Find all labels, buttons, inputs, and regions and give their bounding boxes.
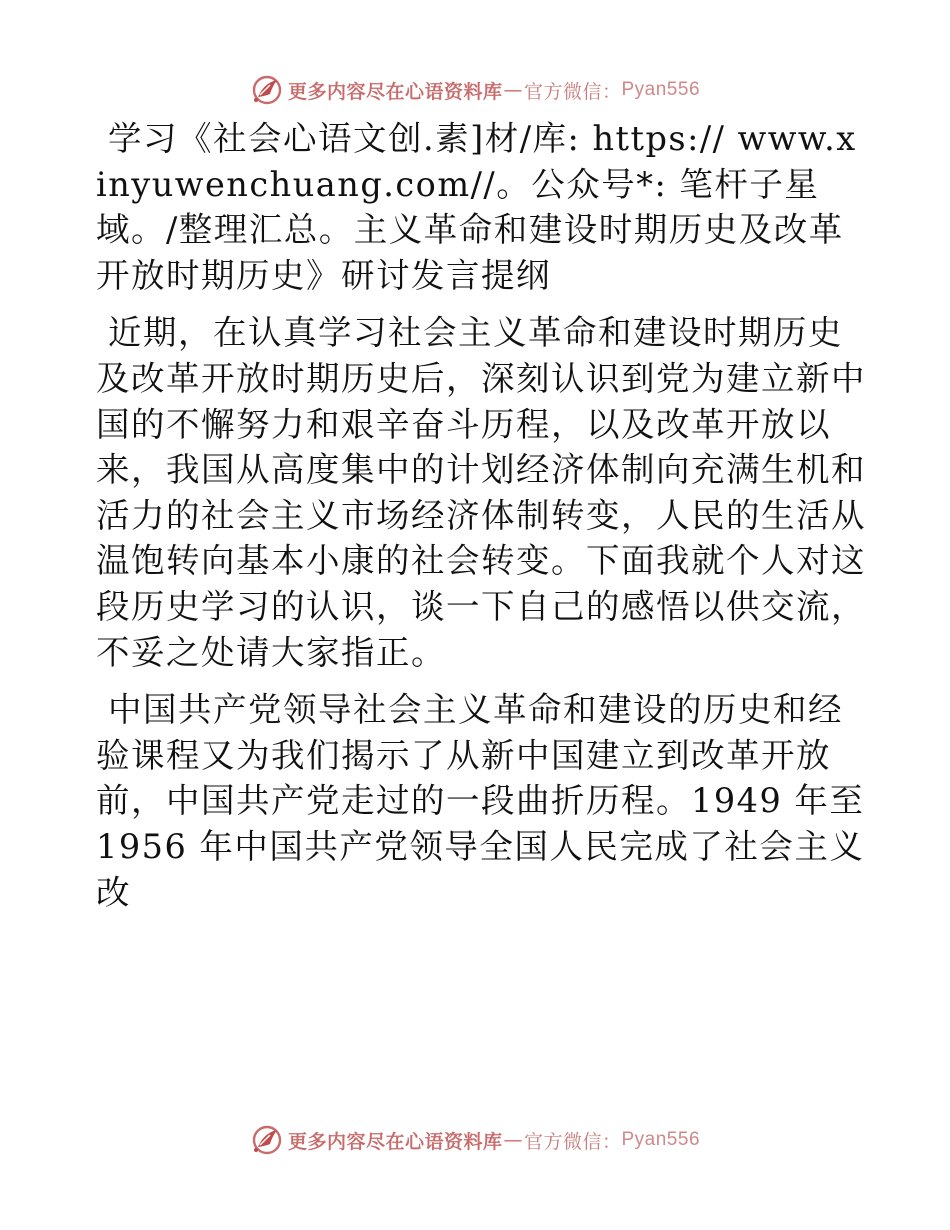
banner-wechat-id: Pyan556: [621, 1129, 701, 1150]
paragraph-history: 中国共产党领导社会主义革命和建设的历史和经验课程又为我们揭示了从新中国建立到改革开放前，中国共产党走过的一段曲折历程。1949 年至1956 年中国共产党领导全国人民完成了社会主义改: [96, 690, 865, 912]
pen-nib-icon: [250, 73, 284, 107]
document-body: [96, 116, 866, 927]
banner-main-text: 更多内容尽在心语资料库: [287, 80, 503, 103]
banner-wechat-label: 官方微信：: [523, 80, 622, 103]
banner-separator: —: [503, 1129, 523, 1151]
banner-separator: —: [503, 79, 523, 101]
header-watermark-banner: [0, 68, 950, 112]
banner-wechat-id: Pyan556: [621, 79, 701, 100]
pen-nib-icon: [250, 1123, 284, 1157]
paragraph-intro: 近期，在认真学习社会主义革命和建设时期历史及改革开放时期历史后，深刻认识到党为建立新中国的不懈努力和艰辛奋斗历程，以及改革开放以来，我国从高度集中的计划经济体制向充满生机和活力的社会主义市场经济体制转变，人民的生活从温饱转向基本小康的社会转变。下面我就个人对这段历史学习的认识，谈一下自己的感悟以供交流，不妥之处请大家指正。: [96, 313, 866, 672]
footer-watermark-banner: [0, 1118, 950, 1162]
banner-wechat-label: 官方微信：: [523, 1130, 622, 1153]
document-title-paragraph: 学习《社会心语文创.素]材/库: https:// www.xinyuwenchuang.com//。公众号*: 笔杆子星域。/整理汇总。主义革命和建设时期历史及改革开放时期历史》研讨发言提纲: [96, 119, 857, 295]
banner-main-text: 更多内容尽在心语资料库: [287, 1130, 503, 1153]
